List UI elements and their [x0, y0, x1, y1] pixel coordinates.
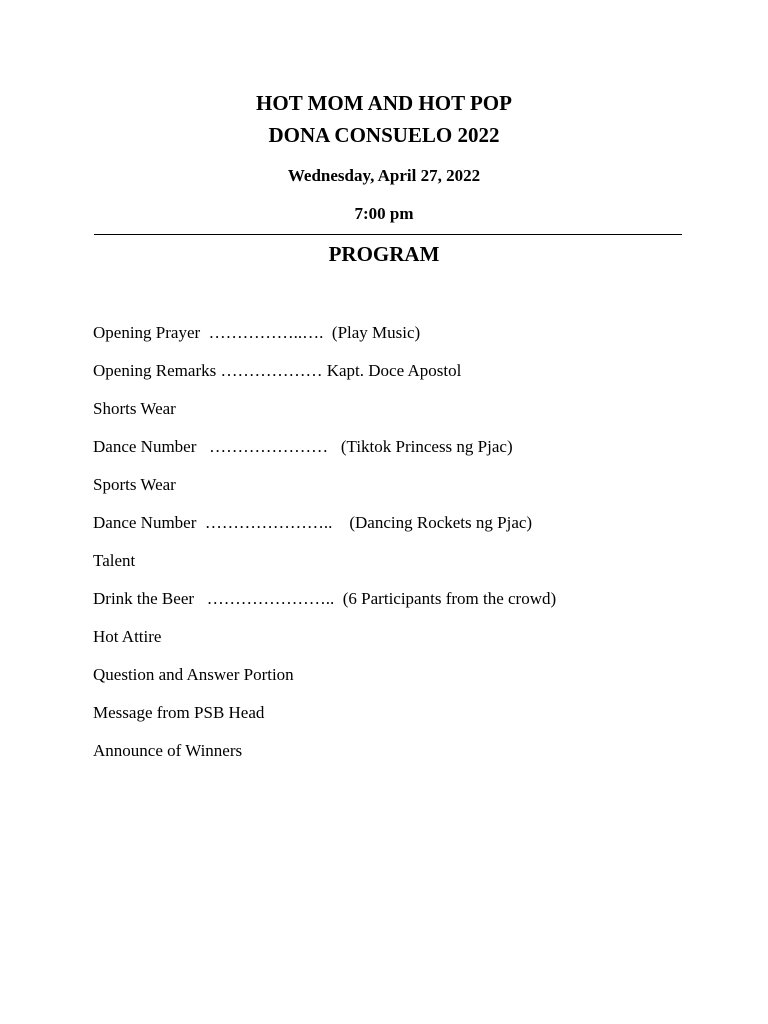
- program-item-announce-winners: Announce of Winners: [93, 741, 243, 760]
- event-time: 7:00 pm: [354, 204, 414, 223]
- program-item-talent: Talent: [93, 551, 136, 570]
- event-title-line-2: DONA CONSUELO 2022: [268, 123, 500, 147]
- horizontal-divider: [94, 234, 682, 235]
- program-item-sports-wear: Sports Wear: [93, 475, 176, 494]
- program-list: [93, 322, 733, 778]
- event-title-line-1: HOT MOM AND HOT POP: [256, 91, 512, 115]
- program-item-opening-prayer: Opening Prayer ……………..…. (Play Music): [93, 323, 421, 342]
- program-item-dance-number-1: Dance Number ………………… (Tiktok Princess ng Pjac): [93, 437, 513, 456]
- program-item-dance-number-2: Dance Number ………………….. (Dancing Rockets ng Pjac): [93, 513, 533, 532]
- event-date: Wednesday, April 27, 2022: [287, 166, 481, 185]
- program-item-shorts-wear: Shorts Wear: [93, 399, 176, 418]
- program-item-opening-remarks: Opening Remarks ……………… Kapt. Doce Apostol: [93, 361, 462, 380]
- program-item-message-psb-head: Message from PSB Head: [93, 703, 265, 722]
- program-item-question-and-answer: Question and Answer Portion: [93, 665, 294, 684]
- program-heading: PROGRAM: [328, 242, 440, 266]
- program-item-drink-the-beer: Drink the Beer ………………….. (6 Participants from the crowd): [93, 589, 557, 608]
- program-item-hot-attire: Hot Attire: [93, 627, 162, 646]
